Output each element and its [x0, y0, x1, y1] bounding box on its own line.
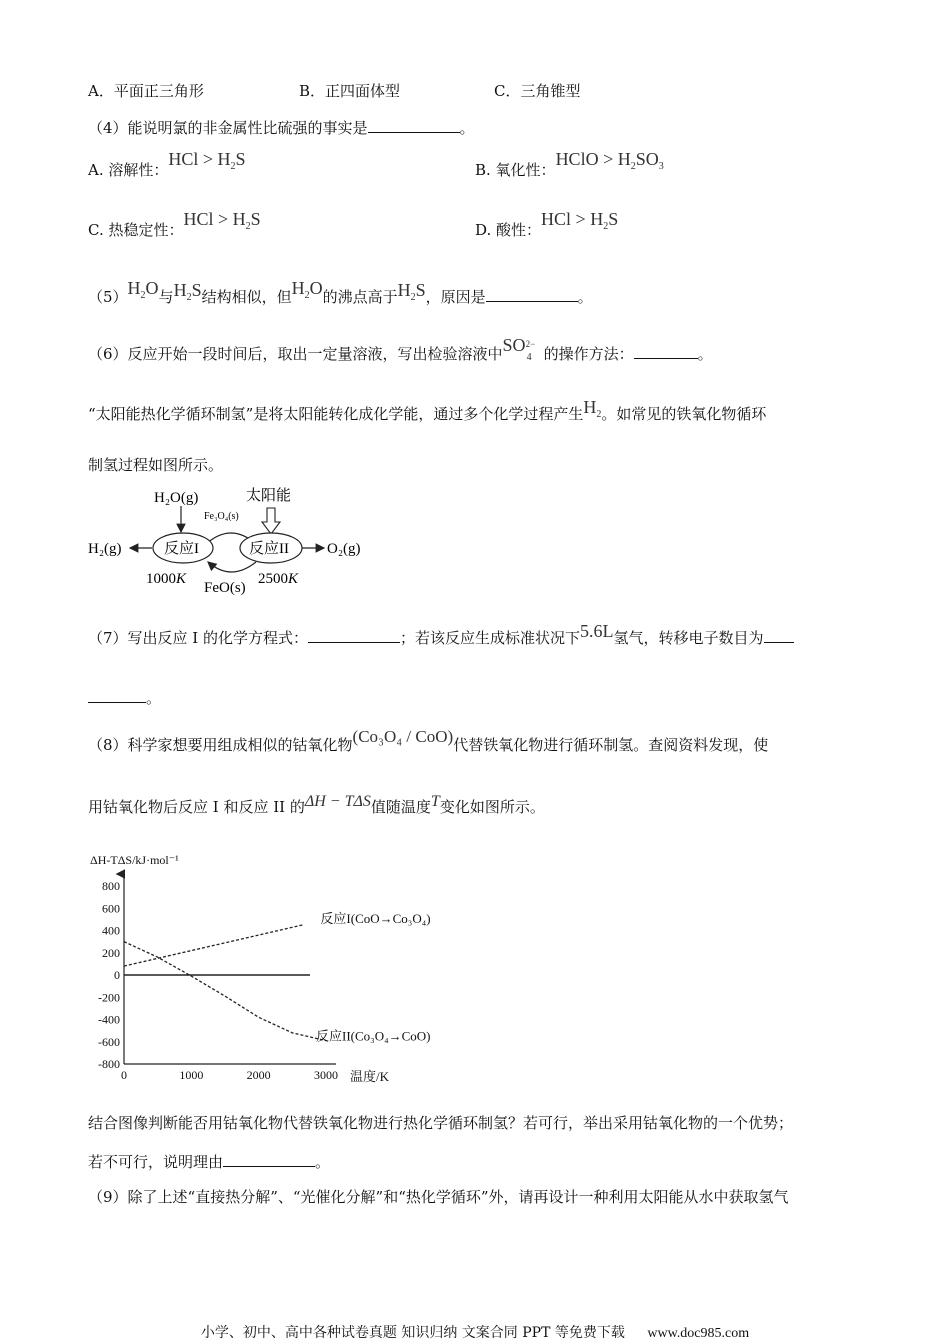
option-a: A．平面正三角形 [88, 82, 204, 100]
footer-url[interactable]: www.doc985.com [647, 1326, 750, 1341]
q4-option-a: A. 溶解性：HCl > $H_2S$ [88, 149, 246, 179]
q5-stem: $(5)H_2O$与$H_2S$结构相似，但$H_2O$的沸点高于$H_2S$，原因是 。 [88, 278, 593, 306]
intro-line2: 制氢过程如图所示。 [88, 456, 224, 474]
q4-stem: （4）能说明氯的非金属性比硫强的事实是 。 [88, 116, 475, 139]
y-tick-label: 400 [102, 923, 120, 938]
series-label-1: 反应I(CoO→Co₃O₄) [320, 910, 431, 926]
y-axis-label: ΔH-TΔS/kJ·mol⁻¹ [90, 853, 179, 867]
x-tick-label: 0 [121, 1068, 127, 1082]
answer-blank[interactable] [486, 285, 578, 302]
q4-option-d: D. 酸性：HCl > $H_2S$ [475, 209, 619, 239]
cycle-diagram [86, 482, 376, 600]
judge-line1: 结合图像判断能否用钴氧化物代替铁氧化物进行热化学循环制氢？若可行，举出采用钴氧化物的一个优势； [88, 1114, 794, 1132]
y-tick-label: 200 [102, 945, 120, 960]
solar-label: 太阳能 [246, 488, 292, 504]
feo-label: FeO(s) [204, 580, 246, 596]
temp1-label: 1000K [146, 571, 187, 587]
series-label-2: 反应II(Co₃O₄→CoO) [316, 1028, 431, 1044]
gibbs-chart [86, 850, 446, 1090]
q7-stem: （7）写出反应 I 的化学方程式： ；若该反应生成标准状况下5.6L氢气，转移电子数目为 [88, 626, 794, 649]
y-tick-label: -400 [98, 1012, 120, 1027]
option-c: C．三角锥型 [494, 82, 581, 100]
q8-line2: 用钴氧化物后反应 I 和反应 II 的ΔH − TΔS值随温度T变化如图所示。 [88, 793, 545, 816]
y-tick-label: 800 [102, 879, 120, 893]
q9-stem: （9）除了上述“直接热分解”、“光催化分解”和“热化学循环”外，请再设计一种利用太阳能从水中获取氢气 [88, 1188, 789, 1206]
h2o-label: H₂O(g) [154, 490, 199, 506]
answer-blank[interactable] [634, 342, 698, 359]
intro-line1: “太阳能热化学循环制氢”是将太阳能转化成化学能，通过多个化学过程产生$H_2$。如常见的铁氧化物循环 [88, 397, 767, 423]
x-tick-label: 2000 [246, 1068, 271, 1082]
answer-blank[interactable] [368, 116, 460, 133]
y-tick-label: -800 [98, 1057, 120, 1071]
x-axis-label: 温度/K [350, 1069, 390, 1084]
series-line-1 [124, 925, 302, 966]
reaction1-label: 反应I [164, 541, 199, 557]
q8-line1: （8）科学家想要用组成相似的钴氧化物(Co₃O₄ / CoO)代替铁氧化物进行循环制氢。查阅资料发现，使 [88, 727, 769, 754]
y-tick-label: -200 [98, 990, 120, 1005]
fe3o4-label: Fe₃O₄(s) [204, 511, 239, 522]
q4-option-c: C. 热稳定性：HCl > $H_2S$ [88, 209, 261, 239]
solar-arrow-icon [262, 508, 280, 534]
answer-blank[interactable] [223, 1150, 315, 1167]
y-tick-label: 0 [114, 968, 120, 982]
h2-label: H₂(g) [88, 541, 122, 557]
x-tick-label: 1000 [179, 1068, 204, 1082]
q6-stem: （6）反应开始一段时间后，取出一定量溶液，写出检验溶液中SO 2− 4 的操作方法： 。 [88, 335, 713, 363]
q4-option-b: B. 氧化性：HClO > $H_2SO_3$ [475, 149, 664, 179]
y-tick-label: 600 [102, 901, 120, 916]
option-b: B．正四面体型 [299, 82, 401, 100]
judge-line2: 若不可行，说明理由 。 [88, 1150, 330, 1173]
answer-blank[interactable] [88, 686, 146, 703]
answer-blank[interactable] [764, 626, 794, 643]
page-footer [0, 1322, 950, 1342]
answer-blank[interactable] [308, 626, 400, 643]
footer-text: 小学、初中、高中各种试卷真题 知识归纳 文案合同 PPT 等免费下载 [200, 1325, 625, 1341]
y-tick-label: -600 [98, 1034, 120, 1049]
temp2-label: 2500K [258, 571, 299, 587]
q7-continue: 。 [88, 686, 161, 709]
series-line-2 [124, 942, 326, 1041]
x-tick-label: 3000 [314, 1068, 338, 1082]
o2-label: O₂(g) [327, 541, 361, 557]
reaction2-label: 反应II [249, 541, 289, 557]
